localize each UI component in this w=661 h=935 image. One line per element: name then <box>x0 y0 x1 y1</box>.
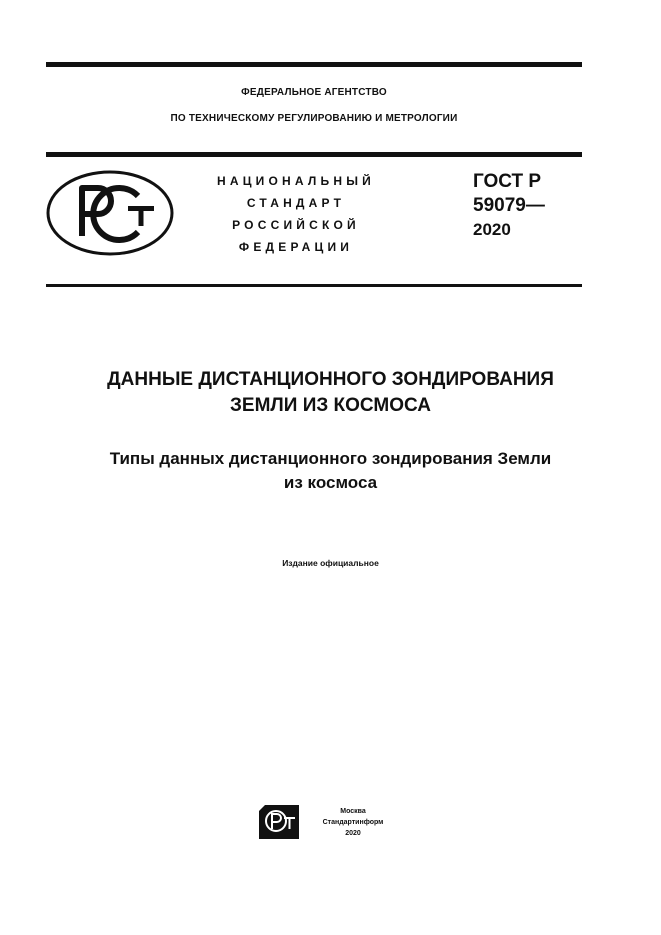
publisher-name: Стандартинформ <box>322 819 384 826</box>
rst-certification-mark-icon <box>46 170 174 256</box>
national-standard-line-1: НАЦИОНАЛЬНЫЙ <box>216 174 376 188</box>
designation-line-1: ГОСТ Р <box>473 171 542 192</box>
agency-name-line2: ПО ТЕХНИЧЕСКОМУ РЕГУЛИРОВАНИЮ И МЕТРОЛОГИИ <box>170 113 458 124</box>
national-standard-label <box>196 170 396 258</box>
publisher-city: Москва <box>340 808 366 815</box>
publisher-year: 2020 <box>345 830 361 837</box>
agency-name-line1: ФЕДЕРАЛЬНОЕ АГЕНТСТВО <box>241 87 387 98</box>
bottom-rule <box>46 284 582 287</box>
top-rule <box>46 62 582 67</box>
document-title-line1: ДАННЫЕ ДИСТАНЦИОННОГО ЗОНДИРОВАНИЯ <box>107 369 554 390</box>
designation-line-3: 2020 <box>473 220 511 239</box>
edition-label: Издание официальное <box>282 558 379 568</box>
document-title-line2: ЗЕМЛИ ИЗ КОСМОСА <box>230 395 431 416</box>
document-title <box>20 367 641 419</box>
document-subtitle <box>20 447 641 495</box>
designation-line-2: 59079— <box>473 195 545 216</box>
document-subtitle-line1: Типы данных дистанционного зондирования Земли <box>109 449 552 468</box>
national-standard-line-3: РОССИЙСКОЙ <box>232 218 360 232</box>
document-subtitle-line2: из космоса <box>283 473 378 492</box>
national-standard-line-2: СТАНДАРТ <box>246 196 346 210</box>
standard-designation <box>473 170 545 242</box>
middle-rule <box>46 152 582 157</box>
publisher-imprint <box>305 806 401 839</box>
national-standard-line-4: ФЕДЕРАЦИИ <box>238 240 354 254</box>
standartinform-logo-icon <box>259 805 299 839</box>
